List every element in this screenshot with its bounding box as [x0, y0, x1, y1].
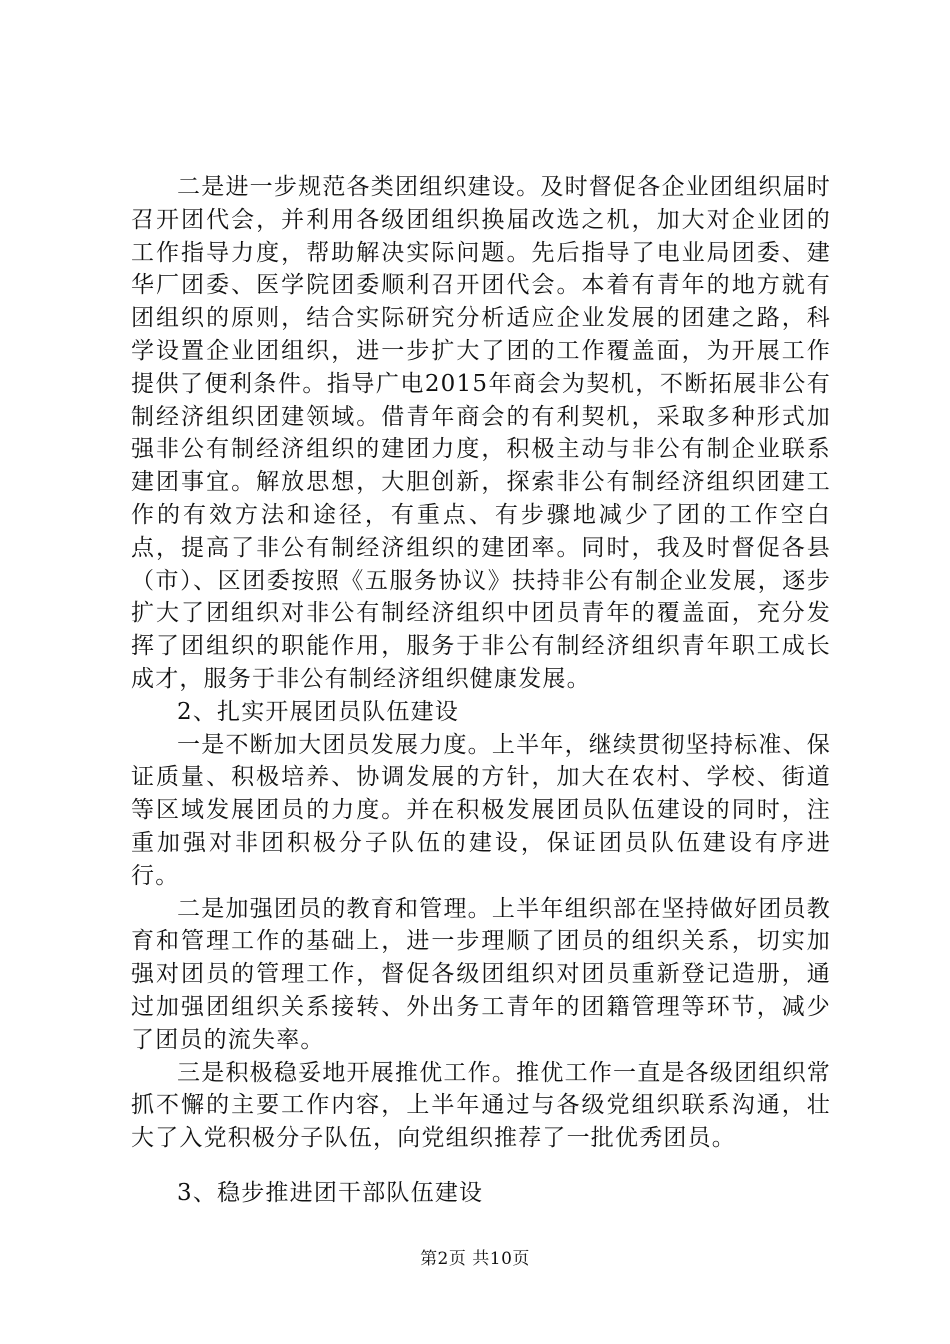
- paragraph-member-education: 二是加强团员的教育和管理。上半年组织部在坚持做好团员教育和管理工作的基础上，进一步理顺了团员的组织关系，切实加强对团员的管理工作，督促各级团组织对团员重新登记造册，通过加强团组织关系接转、外出务工青年的团籍管理等环节，减少了团员的流失率。: [131, 895, 831, 1053]
- document-body: [131, 171, 831, 1210]
- page-number-footer: 第2页 共10页: [420, 1249, 530, 1269]
- paragraph-member-development: 一是不断加大团员发展力度。上半年，继续贯彻坚持标准、保证质量、积极培养、协调发展的方针，加大在农村、学校、街道等区域发展团员的力度。并在积极发展团员队伍建设的同时，注重加强对非团积极分子队伍的建设，保证团员队伍建设有序进行。: [131, 731, 831, 889]
- section-heading-member-team: 2、扎实开展团员队伍建设: [177, 698, 460, 725]
- section-heading-cadre-team: 3、稳步推进团干部队伍建设: [177, 1179, 484, 1206]
- paragraph-organization-building: 二是进一步规范各类团组织建设。及时督促各企业团组织届时召开团代会，并利用各级团组织换届改选之机，加大对企业团的工作指导力度，帮助解决实际问题。先后指导了电业局团委、建华厂团委、医学院团委顺利召开团代会。本着有青年的地方就有团组织的原则，结合实际研究分析适应企业发展的团建之路，科学设置企业团组织，进一步扩大了团的工作覆盖面，为开展工作提供了便利条件。指导广电2015年商会为契机，不断拓展非公有制经济组织团建领域。借青年商会的有利契机，采取多种形式加强非公有制经济组织的建团力度，积极主动与非公有制企业联系建团事宜。解放思想，大胆创新，探索非公有制经济组织团建工作的有效方法和途径，有重点、有步骤地减少了团的工作空白点，提高了非公有制经济组织的建团率。同时，我及时督促各县（市）、区团委按照《五服务协议》扶持非公有制企业发展，逐步扩大了团组织对非公有制经济组织中团员青年的覆盖面，充分发挥了团组织的职能作用，服务于非公有制经济组织青年职工成长成才，服务于非公有制经济组织健康发展。: [131, 174, 831, 692]
- paragraph-recommend-excellent: 三是积极稳妥地开展推优工作。推优工作一直是各级团组织常抓不懈的主要工作内容，上半年通过与各级党组织联系沟通，壮大了入党积极分子队伍，向党组织推荐了一批优秀团员。: [131, 1059, 831, 1152]
